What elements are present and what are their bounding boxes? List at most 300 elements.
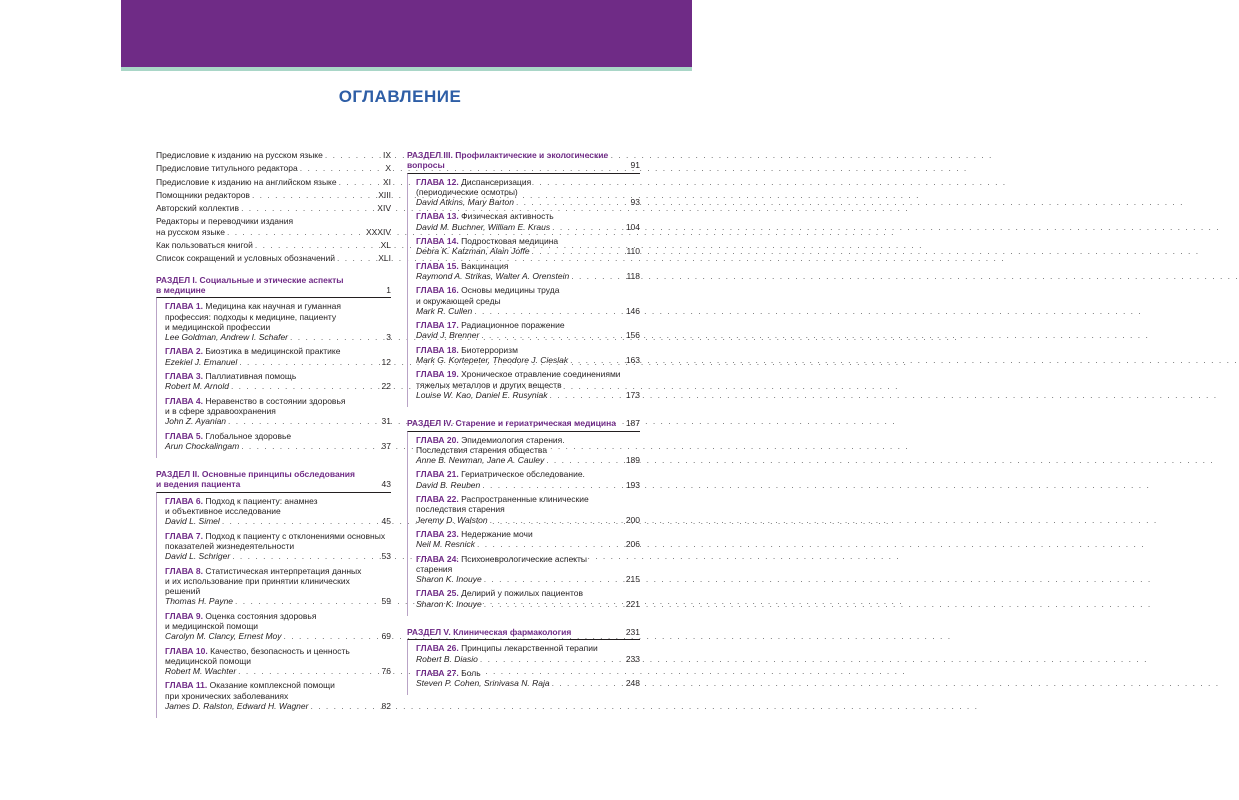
toc-entry[interactable] bbox=[156, 150, 391, 160]
toc-left-column bbox=[156, 150, 391, 718]
chapter-title-line bbox=[416, 469, 640, 479]
chapter-title: Подход к пациенту с отклонениями основных bbox=[205, 530, 386, 541]
leader-dots bbox=[284, 631, 380, 641]
chapter-title: и медицинской помощи bbox=[165, 620, 259, 631]
chapter-label: ГЛАВА 24. bbox=[416, 553, 459, 564]
chapter-authors-line: Lee Goldman, Andrew I. Schafer . . . 3 bbox=[165, 332, 391, 342]
page-number: XI bbox=[382, 176, 391, 187]
chapter-title-line bbox=[165, 656, 391, 666]
chapter-authors-line: Robert B. Diasio . . . 233 bbox=[416, 654, 640, 664]
page-number: 12 bbox=[381, 356, 391, 367]
page-number: 187 bbox=[625, 418, 640, 429]
page-number: 163 bbox=[625, 355, 640, 366]
leader-dots bbox=[516, 197, 629, 207]
leader-dots bbox=[231, 381, 380, 391]
chapter-entry[interactable] bbox=[165, 371, 391, 392]
leader-dots bbox=[252, 190, 376, 200]
section-heading[interactable] bbox=[407, 418, 640, 428]
section-label: РАЗДЕЛ V. bbox=[407, 626, 451, 637]
chapter-title: Психоневрологические аспекты bbox=[461, 553, 588, 564]
chapter-title: Делирий у пожилых пациентов bbox=[461, 588, 583, 599]
chapter-entry[interactable] bbox=[165, 396, 391, 427]
chapter-title-line bbox=[416, 296, 640, 306]
chapter-title-line bbox=[165, 406, 391, 416]
sections-left bbox=[156, 275, 391, 719]
leader-dots bbox=[325, 150, 381, 160]
chapter-title-line bbox=[165, 646, 391, 656]
toc-entry[interactable] bbox=[156, 163, 391, 173]
page-title: ОГЛАВЛЕНИЕ bbox=[338, 87, 462, 106]
chapter-title-line bbox=[165, 396, 391, 406]
chapter-title-line bbox=[416, 261, 640, 271]
chapter-title: старения bbox=[416, 563, 453, 574]
section-heading[interactable] bbox=[156, 275, 391, 296]
chapter-authors-line: Steven P. Cohen, Srinivasa N. Raja . . . 248 bbox=[416, 678, 640, 688]
leader-dots bbox=[484, 574, 624, 584]
page-number: 93 bbox=[630, 197, 640, 208]
chapter-title-line bbox=[416, 285, 640, 295]
chapter-label: ГЛАВА 3. bbox=[165, 371, 204, 382]
page-number: 231 bbox=[625, 626, 640, 637]
header-rule bbox=[121, 67, 692, 71]
leader-dots bbox=[570, 355, 624, 365]
chapter-label: ГЛАВА 22. bbox=[416, 494, 459, 505]
chapter-entry[interactable] bbox=[165, 346, 391, 367]
section-heading[interactable] bbox=[156, 469, 391, 490]
chapter-authors-line: Jeremy D. Walston . . . 200 bbox=[416, 515, 640, 525]
chapter-title: (периодические осмотры) bbox=[416, 186, 518, 197]
entry-line: Предисловие к изданию на английском языке . . . XI bbox=[156, 177, 391, 187]
page-number: 3 bbox=[386, 332, 391, 343]
chapter-label: ГЛАВА 13. bbox=[416, 211, 459, 222]
chapter-entry[interactable] bbox=[165, 566, 391, 607]
chapter-entry[interactable] bbox=[165, 680, 391, 711]
toc-entry[interactable] bbox=[156, 190, 391, 200]
chapter-title-line bbox=[165, 346, 391, 356]
chapter-label: ГЛАВА 5. bbox=[165, 430, 204, 441]
chapter-label: ГЛАВА 19. bbox=[416, 369, 459, 380]
toc-entry[interactable] bbox=[156, 253, 391, 263]
section-label: РАЗДЕЛ III. bbox=[407, 150, 453, 160]
toc-entry[interactable] bbox=[156, 216, 391, 237]
leader-dots bbox=[227, 227, 364, 237]
chapter-title: Хроническое отравление соединениями bbox=[461, 369, 621, 380]
chapter-title-line bbox=[416, 564, 640, 574]
chapter-authors-line: Sharon K. Inouye . . . 221 bbox=[416, 599, 640, 609]
chapter-title-line bbox=[416, 445, 640, 455]
leader-dots bbox=[232, 551, 379, 561]
chapter-title-line bbox=[416, 211, 640, 221]
chapter-authors-line: Raymond A. Strikas, Walter A. Orenstein . . . 118 bbox=[416, 271, 640, 281]
page-number: 104 bbox=[625, 221, 640, 232]
chapter-title-line bbox=[165, 371, 391, 381]
chapter-title-line bbox=[416, 668, 640, 678]
chapter-title-line bbox=[165, 301, 391, 311]
chapter-title: Распространенные клинические bbox=[461, 494, 589, 505]
chapter-label: ГЛАВА 8. bbox=[165, 565, 204, 576]
chapter-title-line bbox=[416, 236, 640, 246]
page-number: 221 bbox=[625, 598, 640, 609]
section-heading-line bbox=[407, 160, 640, 170]
chapter-title-line bbox=[416, 369, 640, 379]
preface-list bbox=[156, 150, 391, 264]
chapter-label: ГЛАВА 12. bbox=[416, 176, 459, 187]
chapter-title: Вакцинация bbox=[461, 260, 509, 271]
chapter-title: при хронических заболеваниях bbox=[165, 690, 289, 701]
chapter-label: ГЛАВА 11. bbox=[165, 680, 208, 691]
leader-dots bbox=[546, 455, 624, 465]
chapter-title: Оценка состояния здоровья bbox=[205, 610, 317, 621]
chapter-label: ГЛАВА 25. bbox=[416, 588, 459, 599]
chapter-authors-line: Neil M. Resnick . . . 206 bbox=[416, 539, 640, 549]
page-number: 22 bbox=[381, 381, 391, 392]
chapter-label: ГЛАВА 15. bbox=[416, 260, 459, 271]
chapter-title-line bbox=[165, 691, 391, 701]
chapter-title-line bbox=[416, 187, 640, 197]
chapter-entry[interactable] bbox=[165, 646, 391, 677]
leader-dots bbox=[235, 596, 380, 606]
section-title: Профилактические и экологические bbox=[455, 150, 609, 160]
chapter-title: и их использование при принятии клинических bbox=[165, 575, 350, 586]
chapter-title: и медицинской профессии bbox=[165, 321, 271, 332]
chapter-label: ГЛАВА 2. bbox=[165, 346, 204, 357]
chapter-title: Радиационное поражение bbox=[461, 320, 565, 331]
page-number: 82 bbox=[381, 701, 391, 712]
chapter-entry[interactable] bbox=[416, 345, 640, 366]
leader-dots bbox=[238, 666, 379, 676]
section-title: и ведения пациента bbox=[156, 479, 241, 490]
chapter-title: Последствия старения общества bbox=[416, 444, 548, 455]
chapter-title-line bbox=[165, 322, 391, 332]
leader-dots bbox=[241, 441, 379, 451]
chapter-title: Боль bbox=[461, 667, 481, 678]
chapter-entry[interactable] bbox=[416, 668, 640, 689]
chapter-title-line bbox=[416, 588, 640, 598]
page-number: 206 bbox=[625, 539, 640, 550]
leader-dots bbox=[571, 271, 624, 281]
chapter-label: ГЛАВА 7. bbox=[165, 530, 204, 541]
page-number: 193 bbox=[625, 479, 640, 490]
page-number: 59 bbox=[381, 596, 391, 607]
chapter-title: Гериатрическое обследование. bbox=[461, 469, 585, 480]
entry-last-line: на русском языке . . . XXXIV bbox=[156, 227, 391, 237]
chapter-title: Биотерроризм bbox=[461, 344, 518, 355]
page-number: 91 bbox=[630, 160, 640, 171]
chapter-title: Качество, безопасность и ценность bbox=[210, 645, 350, 656]
chapter-entry[interactable] bbox=[416, 494, 640, 525]
section-heading-line bbox=[156, 469, 391, 479]
chapter-authors-line: Ezekiel J. Emanuel . . . 12 bbox=[165, 357, 391, 367]
page-number: 76 bbox=[381, 666, 391, 677]
chapter-entry[interactable] bbox=[416, 320, 640, 341]
chapter-title: Принципы лекарственной терапии bbox=[461, 643, 598, 654]
page-number: XIV bbox=[377, 203, 391, 214]
section-chapters bbox=[156, 297, 391, 458]
entry-line: Помощники редакторов . . . XIII bbox=[156, 190, 391, 200]
chapter-title-line bbox=[165, 431, 391, 441]
chapter-entry[interactable] bbox=[416, 588, 640, 609]
chapter-entry[interactable] bbox=[416, 643, 640, 664]
page-number: 31 bbox=[381, 416, 391, 427]
chapter-title-line bbox=[416, 643, 640, 653]
chapter-title-line bbox=[165, 312, 391, 322]
chapter-title: Подход к пациенту: анамнез bbox=[205, 495, 318, 506]
chapter-entry[interactable] bbox=[416, 211, 640, 232]
chapter-title: решений bbox=[165, 586, 201, 597]
page-number: XLI bbox=[378, 253, 391, 264]
chapter-authors-line: Sharon K. Inouye . . . 215 bbox=[416, 574, 640, 584]
chapter-title-line bbox=[165, 621, 391, 631]
chapter-title: Недержание мочи bbox=[461, 528, 533, 539]
toc-section bbox=[407, 418, 640, 616]
section-heading-line bbox=[407, 150, 640, 160]
chapter-entry[interactable] bbox=[165, 301, 391, 342]
chapter-authors-line: Arun Chockalingam . . . 37 bbox=[165, 441, 391, 451]
page-number: 37 bbox=[381, 440, 391, 451]
leader-dots bbox=[239, 357, 379, 367]
page-number: 146 bbox=[625, 305, 640, 316]
chapter-title: показателей жизнедеятельности bbox=[165, 540, 295, 551]
leader-dots bbox=[484, 599, 624, 609]
leader-dots bbox=[290, 332, 384, 342]
chapter-authors-line: John Z. Ayanian . . . 31 bbox=[165, 416, 391, 426]
leader-dots bbox=[552, 678, 624, 688]
page-number: 233 bbox=[625, 653, 640, 664]
leader-dots bbox=[532, 246, 625, 256]
chapter-label: ГЛАВА 17. bbox=[416, 320, 459, 331]
section-title: вопросы bbox=[407, 160, 445, 171]
chapter-authors-line: Mark R. Cullen . . . 146 bbox=[416, 306, 640, 316]
entry-line: Как пользоваться книгой . . . XL bbox=[156, 240, 391, 250]
toc-right-column bbox=[407, 150, 640, 695]
page-number: 45 bbox=[381, 516, 391, 527]
entry-line: Предисловие титульного редактора . . . X bbox=[156, 163, 391, 173]
chapter-label: ГЛАВА 1. bbox=[165, 301, 204, 312]
page-number: 215 bbox=[625, 574, 640, 585]
chapter-title: медицинской помощи bbox=[165, 655, 251, 666]
page-number: XL bbox=[380, 240, 391, 251]
chapter-title: и в сфере здравоохранения bbox=[165, 405, 276, 416]
chapter-title: Эпидемиология старения. bbox=[461, 434, 565, 445]
entry-line: Авторский коллектив . . . XIV bbox=[156, 203, 391, 213]
leader-dots bbox=[241, 203, 375, 213]
header-band bbox=[121, 0, 692, 67]
toc-entry[interactable] bbox=[156, 177, 391, 187]
toc-section bbox=[407, 627, 640, 695]
chapter-authors-line: Carolyn M. Clancy, Ernest Moy . . . 69 bbox=[165, 631, 391, 641]
chapter-title-line bbox=[165, 586, 391, 596]
leader-dots bbox=[550, 390, 624, 400]
chapter-entry[interactable] bbox=[416, 469, 640, 490]
chapter-label: ГЛАВА 16. bbox=[416, 285, 459, 296]
toc-entry[interactable] bbox=[156, 203, 391, 213]
chapter-entry[interactable] bbox=[416, 236, 640, 257]
leader-dots bbox=[337, 253, 376, 263]
section-label: РАЗДЕЛ I. bbox=[156, 274, 198, 285]
chapter-title-line bbox=[165, 576, 391, 586]
section-title: в медицине bbox=[156, 284, 206, 295]
chapter-authors-line: David Atkins, Mary Barton . . . 93 bbox=[416, 197, 640, 207]
section-title: Клиническая фармакология bbox=[453, 626, 572, 637]
page-number: X bbox=[385, 163, 391, 174]
chapter-title-line bbox=[416, 177, 640, 187]
section-title: Основные принципы обследования bbox=[201, 469, 355, 480]
chapter-label: ГЛАВА 21. bbox=[416, 469, 459, 480]
section-title: Старение и гериатрическая медицина bbox=[455, 418, 616, 429]
page-number: 173 bbox=[625, 389, 640, 400]
page-number: 110 bbox=[626, 246, 640, 257]
leader-dots bbox=[310, 701, 379, 711]
chapter-title: Неравенство в состоянии здоровья bbox=[205, 395, 346, 406]
page-number: 118 bbox=[626, 270, 640, 281]
chapter-title: Оказание комплексной помощи bbox=[209, 680, 335, 691]
toc-section bbox=[156, 275, 391, 458]
leader-dots bbox=[482, 480, 624, 490]
chapter-label: ГЛАВА 6. bbox=[165, 495, 204, 506]
page-number: 200 bbox=[625, 514, 640, 525]
chapter-authors-line: David L. Schriger . . . 53 bbox=[165, 551, 391, 561]
chapter-label: ГЛАВА 26. bbox=[416, 643, 459, 654]
section-heading-line bbox=[156, 275, 391, 285]
chapter-authors-line: Robert M. Arnold . . . 22 bbox=[165, 381, 391, 391]
chapter-entry[interactable] bbox=[416, 529, 640, 550]
chapter-title-line bbox=[165, 531, 391, 541]
chapter-title-line bbox=[416, 345, 640, 355]
chapter-label: ГЛАВА 18. bbox=[416, 344, 459, 355]
page-number: 69 bbox=[381, 631, 391, 642]
page-number: 189 bbox=[625, 455, 640, 466]
chapter-title-line bbox=[416, 529, 640, 539]
chapter-title: Основы медицины труда bbox=[461, 285, 560, 296]
toc-entry[interactable] bbox=[156, 240, 391, 250]
chapter-entry[interactable] bbox=[416, 369, 640, 400]
page-number: XXXIV bbox=[365, 226, 391, 237]
leader-dots bbox=[222, 516, 380, 526]
chapter-title: Статистическая интерпретация данных bbox=[205, 565, 362, 576]
chapter-authors-line: Mark G. Kortepeter, Theodore J. Cieslak . . . 163 bbox=[416, 355, 640, 365]
page-number: 1 bbox=[386, 284, 391, 295]
page-number: 53 bbox=[381, 551, 391, 562]
page-number: 248 bbox=[625, 678, 640, 689]
chapter-label: ГЛАВА 14. bbox=[416, 236, 459, 247]
section-chapters bbox=[407, 173, 640, 408]
leader-dots bbox=[490, 515, 624, 525]
section-heading-line bbox=[407, 418, 640, 428]
chapter-title: последствия старения bbox=[416, 504, 505, 515]
leader-dots bbox=[477, 539, 624, 549]
chapter-label: ГЛАВА 23. bbox=[416, 528, 459, 539]
chapter-label: ГЛАВА 10. bbox=[165, 645, 208, 656]
chapter-title-line bbox=[165, 541, 391, 551]
chapter-entry[interactable] bbox=[165, 496, 391, 527]
entry-line: Список сокращений и условных обозначений . . . XLI bbox=[156, 253, 391, 263]
leader-dots bbox=[481, 330, 624, 340]
chapter-label: ГЛАВА 4. bbox=[165, 395, 204, 406]
section-heading[interactable] bbox=[407, 150, 640, 171]
chapter-title-line bbox=[416, 435, 640, 445]
chapter-title: и объективное исследование bbox=[165, 506, 281, 517]
leader-dots bbox=[300, 163, 384, 173]
page-number: 156 bbox=[625, 330, 640, 341]
chapter-title: Глобальное здоровье bbox=[205, 430, 292, 441]
chapter-title: тяжелых металлов и других веществ bbox=[416, 379, 562, 390]
chapter-title-line bbox=[416, 494, 640, 504]
chapter-title: Подростковая медицина bbox=[461, 236, 559, 247]
chapter-authors-line: Thomas H. Payne . . . 59 bbox=[165, 596, 391, 606]
page-number: XIII bbox=[378, 189, 391, 200]
entry-line: Предисловие к изданию на русском языке . . . IX bbox=[156, 150, 391, 160]
chapter-title-line bbox=[165, 566, 391, 576]
section-heading-line bbox=[156, 285, 391, 295]
chapter-entry[interactable] bbox=[416, 435, 640, 466]
chapter-title-line bbox=[416, 554, 640, 564]
toc-section bbox=[156, 469, 391, 718]
chapter-title-line bbox=[416, 504, 640, 514]
chapter-title: Физическая активность bbox=[461, 211, 554, 222]
toc-section bbox=[407, 150, 640, 407]
section-label: РАЗДЕЛ II. bbox=[156, 469, 200, 480]
section-chapters bbox=[156, 492, 391, 719]
leader-dots bbox=[480, 654, 624, 664]
chapter-title: Паллиативная помощь bbox=[205, 371, 297, 382]
chapter-entry[interactable] bbox=[165, 531, 391, 562]
leader-dots bbox=[474, 306, 624, 316]
chapter-authors-line: David J. Brenner . . . 156 bbox=[416, 330, 640, 340]
sections-right bbox=[407, 150, 640, 695]
chapter-label: ГЛАВА 27. bbox=[416, 667, 459, 678]
chapter-title: Биоэтика в медицинской практике bbox=[205, 346, 341, 357]
section-title: Социальные и этические аспекты bbox=[199, 274, 344, 285]
chapter-entry[interactable] bbox=[416, 554, 640, 585]
chapter-entry[interactable] bbox=[416, 177, 640, 208]
chapter-title: профессия: подходы к медицине, пациенту bbox=[165, 311, 337, 322]
chapter-title-line bbox=[165, 611, 391, 621]
chapter-authors-line: James D. Ralston, Edward H. Wagner . . . 82 bbox=[165, 701, 391, 711]
section-chapters bbox=[407, 639, 640, 695]
section-label: РАЗДЕЛ IV. bbox=[407, 418, 454, 429]
chapter-entry[interactable] bbox=[416, 261, 640, 282]
section-heading-line bbox=[156, 479, 391, 489]
leader-dots bbox=[228, 416, 379, 426]
chapter-title-line bbox=[165, 506, 391, 516]
leader-dots bbox=[255, 240, 379, 250]
chapter-authors-line: Anne B. Newman, Jane A. Cauley . . . 189 bbox=[416, 455, 640, 465]
section-heading-line bbox=[407, 627, 640, 637]
chapter-entry[interactable] bbox=[416, 285, 640, 316]
entry-title-line: Редакторы и переводчики издания bbox=[156, 216, 294, 227]
page-number: 43 bbox=[381, 479, 391, 490]
chapter-title-line bbox=[416, 320, 640, 330]
chapter-authors-line: David M. Buchner, William E. Kraus . . . 104 bbox=[416, 222, 640, 232]
chapter-authors-line: Louise W. Kao, Daniel E. Rusyniak . . . 173 bbox=[416, 390, 640, 400]
chapter-label: ГЛАВА 20. bbox=[416, 434, 459, 445]
chapter-title-line bbox=[165, 496, 391, 506]
section-chapters bbox=[407, 431, 640, 616]
chapter-authors-line: David L. Simel . . . 45 bbox=[165, 516, 391, 526]
leader-dots bbox=[552, 222, 624, 232]
chapter-title: Медицина как научная и гуманная bbox=[205, 301, 341, 312]
chapter-entry[interactable] bbox=[165, 611, 391, 642]
chapter-title-line bbox=[416, 380, 640, 390]
section-heading[interactable] bbox=[407, 627, 640, 637]
chapter-authors-line: Robert M. Wachter . . . 76 bbox=[165, 666, 391, 676]
chapter-entry[interactable] bbox=[165, 431, 391, 452]
chapter-label: ГЛАВА 9. bbox=[165, 610, 204, 621]
chapter-title: Диспансеризация bbox=[461, 176, 532, 187]
chapter-title: и окружающей среды bbox=[416, 295, 501, 306]
page-number: IX bbox=[382, 150, 391, 160]
chapter-authors-line: David B. Reuben . . . 193 bbox=[416, 480, 640, 490]
